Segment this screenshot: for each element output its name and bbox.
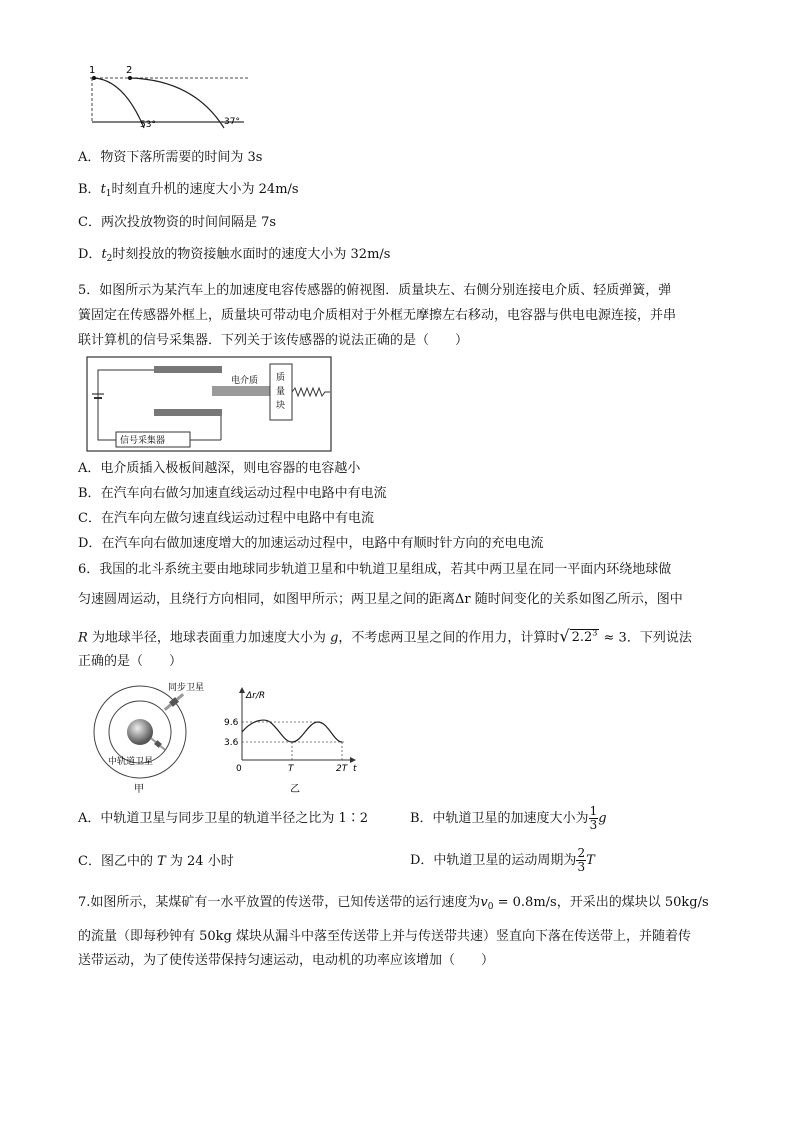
q6-option-d-var: T: [586, 853, 595, 868]
q5-option-a-letter: A．: [78, 461, 101, 476]
q5-collector-label: 信号采集器: [120, 436, 166, 446]
q6-y-arrow: [239, 687, 245, 693]
q5-option-d: [78, 534, 543, 554]
q4-angle-53: 53°: [140, 120, 156, 130]
q4-option-c-letter: C．: [78, 215, 101, 230]
q6-sync-satellite: [163, 692, 185, 712]
q4-option-b-var: t: [100, 182, 106, 197]
q4-option-a-text: 物资下落所需要的时间为 3s: [100, 150, 263, 165]
q6-x-T: T: [288, 764, 294, 774]
q7-line1-text1: 7.如图所示，某煤矿有一水平放置的传送带，已知传送带的运行速度为: [78, 895, 481, 910]
q6-y-9-6: 9.6: [224, 718, 239, 728]
q5-option-c-letter: C．: [78, 511, 101, 526]
q4-option-a-letter: A．: [78, 150, 101, 165]
q7-var-v-sub: 0: [487, 902, 494, 912]
q7-var-v: v: [480, 895, 488, 910]
q5-option-b-letter: B．: [78, 486, 101, 501]
q5-mass-label-3: 块: [276, 401, 286, 411]
q6-line3-text3: ．下列说法: [626, 630, 692, 646]
q6-var-g: g: [330, 630, 339, 646]
q6-sqrt-exp: 3: [592, 629, 598, 638]
q6-distance-graph: [222, 684, 362, 796]
q5-option-d-text: 在汽车向右做加速度增大的加速运动过程中，电路中有顺时针方向的充电电流: [101, 536, 544, 551]
q7-stem-line1: [78, 893, 709, 917]
q6-sync-label: 同步卫星: [168, 683, 205, 693]
q4-trajectory-1: [94, 78, 144, 128]
q4-angle-37: 37°: [224, 117, 240, 127]
q4-point-2: [128, 76, 132, 80]
q5-spring: [292, 388, 330, 396]
q6-stem-line4: 正确的是（ ）: [78, 654, 183, 669]
q5-option-b-text: 在汽车向右做匀加速直线运动过程中电路中有电流: [100, 486, 387, 501]
q6-option-c-text1: C．图乙中的: [78, 854, 158, 869]
q4-label-2: 2: [126, 65, 133, 76]
q4-point-1: [92, 76, 96, 80]
q4-option-d-text: 时刻投放的物资接触水面时的速度大小为 32m/s: [112, 247, 391, 262]
q5-mass-label-2: 量: [276, 387, 286, 397]
q4-option-d-letter: D．: [78, 247, 102, 262]
q4-option-d-sub: 2: [106, 254, 113, 264]
q6-option-a: A．中轨道卫星与同步卫星的轨道半径之比为 1∶2: [78, 811, 369, 826]
q5-stem-line3: 联计算机的信号采集器．下列关于该传感器的说法正确的是（ ）: [78, 333, 469, 348]
q6-option-d-num: 2: [577, 846, 586, 860]
q5-option-a-text: 电介质插入极板间越深，则电容器的电容越小: [100, 461, 361, 476]
q4-option-b: [78, 180, 299, 204]
q6-option-d: [410, 846, 595, 876]
q7-stem-line3: 送带运动，为了使传送带保持匀速运动，电动机的功率应该增加（ ）: [78, 953, 495, 968]
q6-option-c-text2: 为 24 小时: [165, 854, 234, 869]
q5-option-a: [78, 459, 360, 479]
q6-stem-line3: [78, 624, 692, 648]
q6-stem-line2: 匀速圆周运动，且绕行方向相同，如图甲所示；两卫星之间的距离Δr 随时间变化的关系如图乙所示，图中: [78, 592, 683, 607]
q6-x-0: 0: [236, 764, 242, 774]
q7-line1-text2: ，开采出的煤块以 50kg/s: [556, 895, 709, 910]
q6-sqrt-arg: 2.2: [571, 630, 593, 646]
q6-option-b-text: B．中轨道卫星的加速度大小为: [410, 811, 589, 826]
q6-option-b: [410, 804, 607, 834]
q5-dielectric-bar: [212, 386, 270, 396]
q4-option-d-var: t: [101, 247, 107, 262]
q6-x-arrow: [350, 757, 356, 763]
q6-caption-jia: 甲: [134, 784, 144, 795]
q4-option-c: [78, 213, 276, 233]
q6-option-c: [78, 852, 234, 872]
q6-option-b-den: 3: [589, 818, 598, 832]
q4-option-b-sub: 1: [105, 189, 112, 199]
q6-earth: [127, 719, 153, 745]
q6-caption-yi: 乙: [290, 784, 300, 795]
q4-label-1: 1: [89, 65, 96, 76]
q6-mid-label: 中轨道卫星: [108, 757, 154, 767]
q6-orbit-figure: [88, 678, 218, 796]
q5-stem-line2: 簧固定在传感器外框上，质量块可带动电介质相对于外框无摩擦左右移动，电容器与供电电源连接，并串: [78, 308, 677, 323]
q6-option-d-den: 3: [577, 860, 586, 874]
q6-line3-text1: 为地球半径，地球表面重力加速度大小为: [87, 630, 331, 646]
q6-option-b-var: g: [598, 811, 607, 826]
q6-x-t: t: [353, 764, 357, 774]
q4-option-b-text: 时刻直升机的速度大小为 24m/s: [111, 182, 299, 197]
q5-circuit-wire: [98, 370, 154, 440]
q6-ylabel: Δr/R: [246, 691, 266, 701]
q6-mid-satellite: [149, 736, 166, 751]
q6-distance-curve: [242, 720, 342, 742]
q5-bottom-plate: [154, 409, 222, 416]
q6-stem-line1: 6．我国的北斗系统主要由地球同步轨道卫星和中轨道卫星组成，若其中两卫星在同一平面内环绕地球做: [78, 562, 672, 577]
q5-option-b: [78, 484, 387, 504]
q6-sqrt-expression: √ $2.2^3$: [559, 626, 598, 646]
q5-dielectric-label: 电介质: [231, 376, 259, 386]
q5-top-plate: [154, 366, 222, 373]
q4-option-c-text: 两次投放物资的时间间隔是 7s: [100, 215, 277, 230]
q5-sensor-figure: [86, 356, 332, 452]
q6-line3-text2: ，不考虑两卫星之间的作用力，计算时: [338, 630, 560, 646]
q6-y-3-6: 3.6: [224, 738, 239, 748]
q5-option-c-text: 在汽车向左做匀速直线运动过程中电路中有电流: [100, 511, 374, 526]
q5-option-c: [78, 509, 374, 529]
q5-mass-label-1: 质: [276, 373, 286, 383]
q4-trajectory-figure: [84, 62, 254, 134]
q6-option-b-fraction: [589, 805, 599, 832]
q6-approx: ≈ 3: [599, 630, 627, 646]
q7-stem-line2: 的流量（即每秒钟有 50kg 煤块从漏斗中落至传送带上并与传送带共速）竖直向下落在传送带上，并随着传: [78, 929, 692, 944]
q6-option-c-var: T: [157, 854, 166, 869]
q4-option-d: [78, 245, 390, 269]
q6-var-R: R: [78, 630, 88, 646]
q6-option-b-num: 1: [589, 804, 598, 818]
q4-option-a: [78, 148, 262, 168]
q5-stem-line1: 5．如图所示为某汽车上的加速度电容传感器的俯视图．质量块左、右侧分别连接电介质、轻质弹簧，弹: [78, 283, 672, 298]
q5-option-d-letter: D．: [78, 536, 102, 551]
q4-option-b-letter: B．: [78, 182, 101, 197]
q6-option-d-text: D．中轨道卫星的运动周期为: [410, 853, 577, 868]
q6-option-d-fraction: [576, 847, 586, 874]
q7-v-eq: = 0.8m/s: [493, 895, 557, 910]
q6-x-2T: 2T: [336, 764, 348, 774]
